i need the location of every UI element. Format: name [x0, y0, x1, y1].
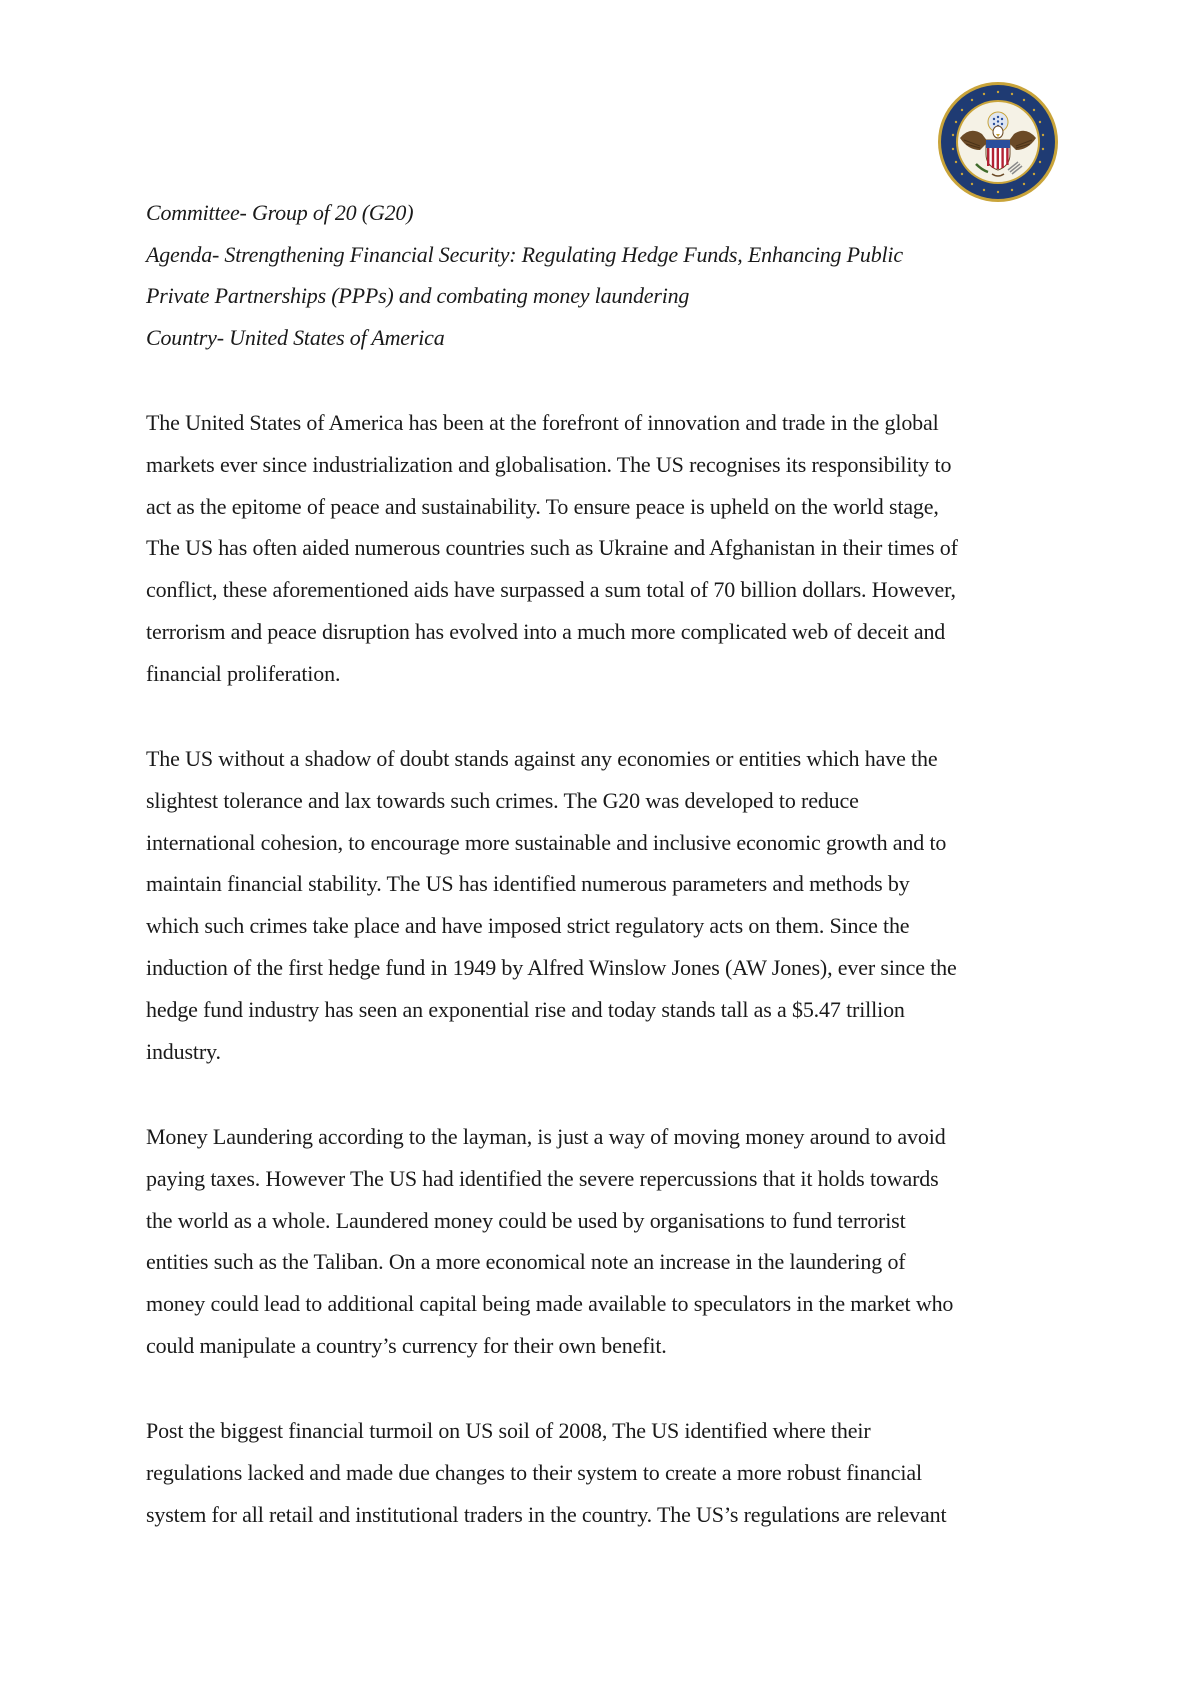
- text-line: terrorism and peace disruption has evolved into a much more complicated web of deceit and: [146, 618, 946, 644]
- text-line: conflict, these aforementioned aids have surpassed a sum total of 70 billion dollars. However,: [146, 577, 956, 603]
- paragraph: [146, 402, 1076, 695]
- text-line: The United States of America has been at the forefront of innovation and trade in the global: [146, 410, 939, 435]
- header-block: [146, 192, 1086, 358]
- text-line: the world as a whole. Laundered money could be used by organisations to fund terrorist: [146, 1207, 906, 1233]
- text-line: induction of the first hedge fund in 1949 by Alfred Winslow Jones (AW Jones), ever since the: [146, 954, 957, 980]
- agenda-line: Agenda- Strengthening Financial Security: Regulating Hedge Funds, Enhancing Public: [146, 241, 903, 267]
- text-line: maintain financial stability. The US has identified numerous parameters and methods by: [146, 871, 910, 897]
- text-line: industry.: [146, 1038, 221, 1064]
- text-line: act as the epitome of peace and sustainability. To ensure peace is upheld on the world stage,: [146, 493, 939, 519]
- text-line: markets ever since industrialization and globalisation. The US recognises its responsibility to: [146, 451, 952, 477]
- text-line: international cohesion, to encourage more sustainable and inclusive economic growth and to: [146, 829, 947, 855]
- paragraph: [146, 1116, 1076, 1367]
- text-line: The US has often aided numerous countries such as Ukraine and Afghanistan in their times of: [146, 535, 958, 561]
- paragraph: [146, 1410, 1076, 1535]
- text-line: financial proliferation.: [146, 660, 341, 686]
- text-line: The US without a shadow of doubt stands against any economies or entities which have the: [146, 746, 938, 771]
- text-line: Money Laundering according to the layman, is just a way of moving money around to avoid: [146, 1124, 946, 1149]
- text-line: regulations lacked and made due changes to their system to create a more robust financial: [146, 1459, 922, 1485]
- text-line: paying taxes. However The US had identified the severe repercussions that it holds towards: [146, 1165, 939, 1191]
- paragraph: [146, 738, 1076, 1072]
- country-line: Country- United States of America: [146, 324, 445, 350]
- text-line: which such crimes take place and have imposed strict regulatory acts on them. Since the: [146, 913, 910, 939]
- agenda-line-continued: Private Partnerships (PPPs) and combating money laundering: [146, 283, 690, 308]
- committee-line: Committee- Group of 20 (G20): [146, 200, 414, 225]
- text-line: hedge fund industry has seen an exponential rise and today stands tall as a $5.47 trillion: [146, 996, 905, 1022]
- text-line: system for all retail and institutional traders in the country. The US’s regulations are relevant: [146, 1501, 947, 1527]
- text-line: Post the biggest financial turmoil on US soil of 2008, The US identified where their: [146, 1418, 871, 1443]
- text-line: entities such as the Taliban. On a more economical note an increase in the laundering of: [146, 1249, 906, 1275]
- text-line: slightest tolerance and lax towards such crimes. The G20 was developed to reduce: [146, 787, 859, 813]
- text-line: money could lead to additional capital being made available to speculators in the market who: [146, 1291, 954, 1317]
- us-department-of-state-seal-icon: [936, 80, 1060, 204]
- text-line: could manipulate a country’s currency for their own benefit.: [146, 1332, 667, 1358]
